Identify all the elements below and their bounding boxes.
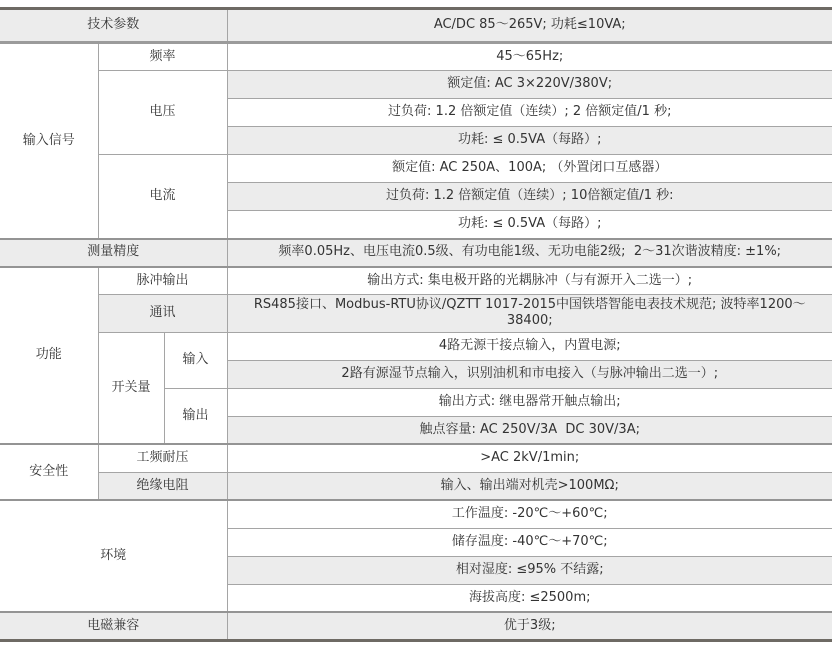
label-switch-out: 输出: [164, 388, 227, 444]
label-frequency: 频率: [98, 43, 227, 71]
value-accuracy: 频率0.05Hz、电压电流0.5级、有功电能1级、无功电能2级; 2～31次谐波精度: ±1%;: [227, 239, 832, 267]
label-safety: 安全性: [0, 444, 98, 500]
label-pulse-output: 脉冲输出: [98, 267, 227, 295]
value-current-consumption: 功耗: ≤ 0.5VA（每路）;: [227, 211, 832, 239]
value-altitude: 海拔高度: ≤2500m;: [227, 584, 832, 612]
row-temp-work: [0, 500, 832, 528]
row-pulse-output: [0, 267, 832, 295]
value-voltage-overload: 过负荷: 1.2 倍额定值（连续）; 2 倍额定值/1 秒;: [227, 99, 832, 127]
label-current: 电流: [98, 155, 227, 239]
row-withstand: [0, 444, 832, 472]
value-switch-out-mode: 输出方式: 继电器常开触点输出;: [227, 388, 832, 416]
label-emc: 电磁兼容: [0, 612, 227, 640]
value-switch-in-dry: 4路无源干接点输入，内置电源;: [227, 332, 832, 360]
value-current-rated: 额定值: AC 250A、100A; （外置闭口互感器）: [227, 155, 832, 183]
row-communication: [0, 295, 832, 333]
value-temp-storage: 储存温度: -40℃～+70℃;: [227, 528, 832, 556]
row-tech-params: [0, 9, 832, 43]
label-functions: 功能: [0, 267, 98, 445]
label-accuracy: 测量精度: [0, 239, 227, 267]
label-input-signal: 输入信号: [0, 43, 98, 239]
label-withstand: 工频耐压: [98, 444, 227, 472]
value-communication: RS485接口、Modbus-RTU协议/QZTT 1017-2015中国铁塔智能电表技术规范; 波特率1200～38400;: [227, 295, 832, 333]
value-tech-params: AC/DC 85～265V; 功耗≤10VA;: [227, 9, 832, 43]
value-withstand: >AC 2kV/1min;: [227, 444, 832, 472]
value-voltage-rated: 额定值: AC 3×220V/380V;: [227, 71, 832, 99]
value-pulse-output: 输出方式: 集电极开路的光耦脉冲（与有源开入二选一）;: [227, 267, 832, 295]
value-frequency: 45～65Hz;: [227, 43, 832, 71]
label-switch-group: 开关量: [98, 332, 164, 444]
label-environment: 环境: [0, 500, 227, 612]
value-emc: 优于3级;: [227, 612, 832, 640]
row-emc: [0, 612, 832, 640]
label-switch-in: 输入: [164, 332, 227, 388]
value-current-overload: 过负荷: 1.2 倍额定值（连续）; 10倍额定值/1 秒:: [227, 183, 832, 211]
row-insulation: [0, 472, 832, 500]
label-communication: 通讯: [98, 295, 227, 333]
label-voltage: 电压: [98, 71, 227, 155]
row-current-rated: [0, 155, 832, 183]
label-insulation: 绝缘电阻: [98, 472, 227, 500]
row-switch-in-dry: [0, 332, 832, 360]
value-humidity: 相对湿度: ≤95% 不结露;: [227, 556, 832, 584]
spec-table: [0, 7, 832, 642]
label-tech-params: 技术参数: [0, 9, 227, 43]
value-temp-work: 工作温度: -20℃～+60℃;: [227, 500, 832, 528]
value-switch-in-wet: 2路有源湿节点输入，识别油机和市电接入（与脉冲输出二选一）;: [227, 360, 832, 388]
value-insulation: 输入、输出端对机壳>100MΩ;: [227, 472, 832, 500]
value-switch-out-capacity: 触点容量: AC 250V/3A DC 30V/3A;: [227, 416, 832, 444]
value-voltage-consumption: 功耗: ≤ 0.5VA（每路）;: [227, 127, 832, 155]
row-voltage-rated: [0, 71, 832, 99]
row-frequency: [0, 43, 832, 71]
row-accuracy: [0, 239, 832, 267]
